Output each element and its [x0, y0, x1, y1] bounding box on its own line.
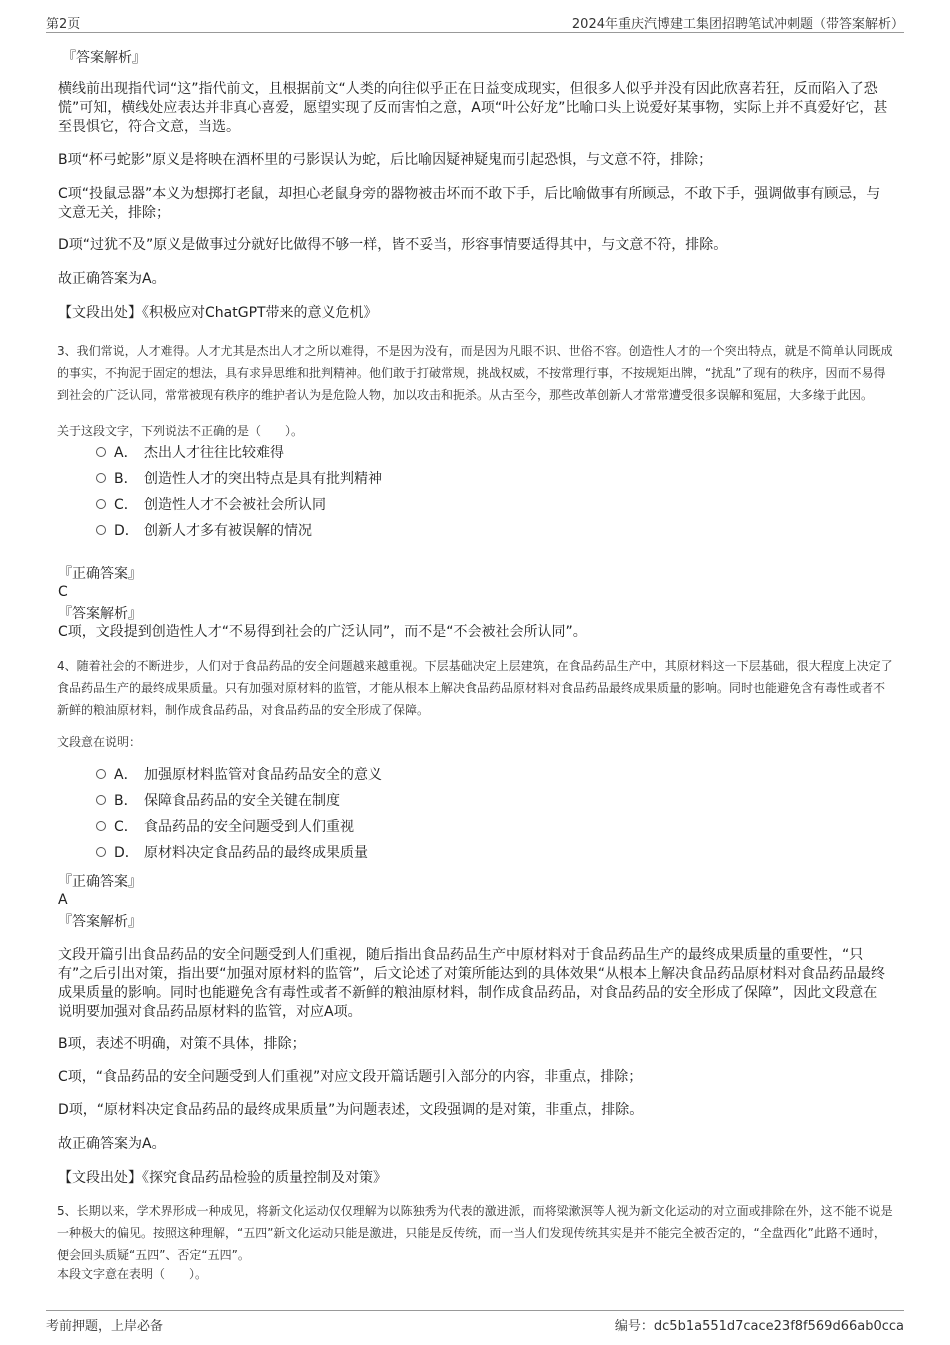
question-4-text: 4、随着社会的不断进步，人们对于食品药品的安全问题越来越重视。下层基础决定上层建筑，在食品药品生产中，其原材料这一下层基础，很大程度上决定了食品药品生产的最终成果质量。只有加强对原材料的监管，才能从根本上解决食品药品原材料对食品药品最终成果质量的影响。同时也能避免含有毒性或者不新鲜的粮油原材料，制作成食品药品，对食品药品的安全形成了保障。	[57, 659, 893, 717]
page-header	[46, 10, 904, 33]
q4-option-c[interactable]: C． 食品药品的安全问题受到人们重视	[96, 817, 354, 837]
analysis-option-c: C项“投鼠忌器”本义为想掷打老鼠，却担心老鼠身旁的器物被击坏而不敢下手，后比喻做事有所顾忌，不敢下手，强调做事有顾忌，与文意无关，排除；	[58, 186, 881, 221]
question-3-text: 3、我们常说，人才难得。人才尤其是杰出人才之所以难得，不是因为没有，而是因为凡眼不识、世俗不容。创造性人才的一个突出特点，就是不简单认同既成的事实，不拘泥于固定的想法，具有求异思维和批判精神。他们敢于打破常规，挑战权威，不按常理行事，不按规矩出牌，“扰乱”了现有的秩序，因而不易得到社会的广泛认同，常常被现有秩序的维护者认为是危险人物，加以攻击和扼杀。从古至今，那些改革创新人才常常遭受很多误解和冤屈，大多缘于此因。	[57, 344, 893, 402]
q4-option-b[interactable]: B． 保障食品药品的安全关键在制度	[96, 791, 340, 811]
analysis-paragraph: 文段开篇引出食品药品的安全问题受到人们重视，随后指出食品药品生产中原材料对于食品药品生产的最终成果质量的重要性，“只有”之后引出对策，指出要“加强对原材料的监管”，后文论述了对策所能达到的具体效果“从根本上解决食品药品原材料对食品药品最终成果质量的影响。同时也能避免含有毒性或者不新鲜的粮油原材料，制作成食品药品，对食品药品的安全形成了保障”，因此文段意在说明要加强对食品药品原材料的监管，对应A项。	[58, 947, 886, 1020]
analysis-heading: 『答案解析』	[62, 50, 146, 66]
question-4-prompt: 文段意在说明：	[57, 735, 142, 749]
question-3-prompt: 关于这段文字，下列说法不正确的是（ ）。	[57, 424, 304, 438]
question-5-prompt: 本段文字意在表明（ ）。	[57, 1267, 208, 1281]
answer-conclusion: 故正确答案为A。	[58, 271, 166, 287]
q3-option-a[interactable]: A． 杰出人才往往比较难得	[96, 443, 284, 463]
radio-icon[interactable]	[96, 769, 106, 779]
radio-icon[interactable]	[96, 821, 106, 831]
radio-icon[interactable]	[96, 499, 106, 509]
q4-option-a[interactable]: A． 加强原材料监管对食品药品安全的意义	[96, 765, 382, 785]
document-id: 编号：dc5b1a551d7cace23f8f569d66ab0cca	[614, 1319, 904, 1334]
q3-option-c[interactable]: C． 创造性人才不会被社会所认同	[96, 495, 326, 515]
source-citation: 【文段出处】《探究食品药品检验的质量控制及对策》	[58, 1170, 387, 1186]
analysis-option-b: B项“杯弓蛇影”原义是将映在酒杯里的弓影误认为蛇，后比喻因疑神疑鬼而引起恐惧，与文意不符，排除；	[58, 152, 713, 168]
correct-answer: C	[58, 584, 68, 600]
radio-icon[interactable]	[96, 847, 106, 857]
radio-icon[interactable]	[96, 525, 106, 535]
answer-conclusion: 故正确答案为A。	[58, 1136, 166, 1152]
page-number: 第2页	[46, 17, 81, 32]
question-5-text: 5、长期以来，学术界形成一种成见，将新文化运动仅仅理解为以陈独秀为代表的激进派，而将梁漱溟等人视为新文化运动的对立面或排除在外，这不能不说是一种极大的偏见。按照这种理解，“五四”新文化运动只能是激进，只能是反传统，而一当人们发现传统其实是并不能完全被否定的，“全盘西化”此路不通时，便会回头质疑“五四”、否定“五四”。	[57, 1204, 893, 1262]
analysis-option-d: D项，“原材料决定食品药品的最终成果质量”为问题表述，文段强调的是对策，非重点，排除。	[58, 1102, 644, 1118]
analysis-option-c: C项，“食品药品的安全问题受到人们重视”对应文段开篇话题引入部分的内容，非重点，排除；	[58, 1069, 643, 1085]
footer-slogan: 考前押题，上岸必备	[46, 1319, 164, 1334]
document-title: 2024年重庆汽博建工集团招聘笔试冲刺题（带答案解析）	[571, 17, 904, 32]
q4-option-d[interactable]: D． 原材料决定食品药品的最终成果质量	[96, 843, 368, 863]
analysis-text: C项，文段提到创造性人才“不易得到社会的广泛认同”，而不是“不会被社会所认同”。	[58, 624, 587, 640]
radio-icon[interactable]	[96, 795, 106, 805]
analysis-option-d: D项“过犹不及”原义是做事过分就好比做得不够一样，皆不妥当，形容事情要适得其中，与文意不符，排除。	[58, 237, 728, 253]
correct-answer-heading: 『正确答案』	[58, 566, 142, 582]
analysis-heading: 『答案解析』	[58, 914, 142, 930]
radio-icon[interactable]	[96, 447, 106, 457]
analysis-option-b: B项，表述不明确，对策不具体，排除；	[58, 1036, 306, 1052]
radio-icon[interactable]	[96, 473, 106, 483]
correct-answer: A	[58, 892, 68, 908]
correct-answer-heading: 『正确答案』	[58, 874, 142, 890]
analysis-heading: 『答案解析』	[58, 606, 142, 622]
page-footer	[46, 1310, 904, 1335]
q3-option-b[interactable]: B． 创造性人才的突出特点是具有批判精神	[96, 469, 382, 489]
q3-option-d[interactable]: D． 创新人才多有被误解的情况	[96, 521, 312, 541]
source-citation: 【文段出处】《积极应对ChatGPT带来的意义危机》	[58, 305, 378, 321]
analysis-paragraph: 横线前出现指代词“这”指代前文，且根据前文“人类的向往似乎正在日益变成现实，但很多人似乎并没有因此欣喜若狂，反而陷入了恐慌”可知，横线处应表达并非真心喜爱，愿望实现了反而害怕之意，A项“叶公好龙”比喻口头上说爱好某事物，实际上并不真爱好它，甚至畏惧它，符合文意，当选。	[58, 81, 888, 135]
